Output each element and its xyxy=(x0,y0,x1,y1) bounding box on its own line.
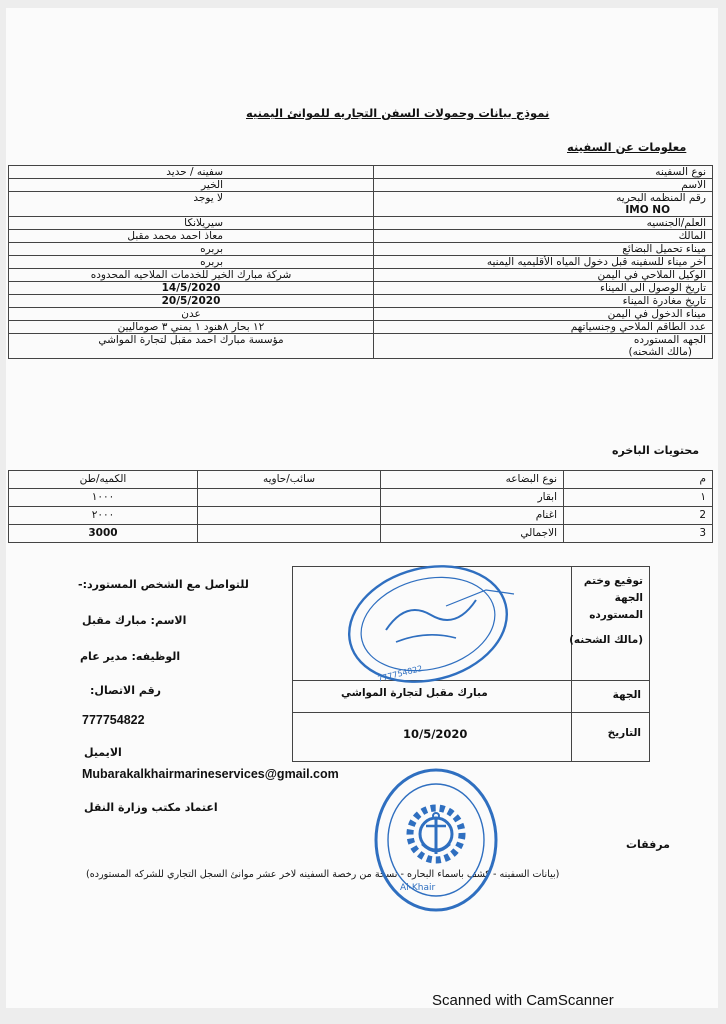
cell-type: الاجمالي xyxy=(381,525,564,543)
cell-n: ١ xyxy=(564,489,713,507)
entity-value: مبارك مقبل لتجارة المواشي xyxy=(341,687,488,699)
form-title: نموذج بيانات وحمولات السفن التجاريه للموانئ اليمنيه xyxy=(246,106,550,120)
table-row xyxy=(9,525,713,543)
row-label: نوع السفينه xyxy=(374,166,713,179)
table-row xyxy=(9,179,713,192)
contact-name: الاسم: مبارك مقبل xyxy=(82,614,187,627)
row-label-line2: (مالك الشحنه) xyxy=(628,346,692,358)
row-value: 20/5/2020 xyxy=(9,295,374,308)
table-row xyxy=(9,192,713,217)
table-row xyxy=(9,230,713,243)
row-label: تاريخ مغادرة الميناء xyxy=(374,295,713,308)
row-value: ١٢ بحار ٨هنود ١ يمني ٣ صوماليين xyxy=(9,321,374,334)
row-label: المالك xyxy=(374,230,713,243)
ministry-approval: اعتماد مكتب وزارة النقل xyxy=(84,801,218,814)
row-label: الوكيل الملاحي في اليمن xyxy=(374,269,713,282)
stamp-phone: 777754822 xyxy=(376,663,424,684)
date-value: 10/5/2020 xyxy=(403,727,468,741)
table-row xyxy=(9,217,713,230)
row-label xyxy=(374,192,713,217)
row-value: شركة مبارك الخير للخدمات الملاحيه المحدوده xyxy=(9,269,374,282)
section-ship-heading: معلومات عن السفينه xyxy=(567,140,687,154)
contact-email: Mubarakalkhairmarineservices@gmail.com xyxy=(82,767,339,781)
row-label: عدد الطاقم الملاحي وجنسياتهم xyxy=(374,321,713,334)
row-label xyxy=(374,334,713,359)
date-label: التاريخ xyxy=(607,727,641,739)
signature-label-line: (مالك الشحنه) xyxy=(569,634,643,646)
signature-label-line: المستورده xyxy=(589,609,643,621)
divider xyxy=(293,712,649,713)
shipping-company-stamp xyxy=(372,764,502,914)
signature-label-line: الجهة xyxy=(614,592,643,604)
row-label-line1: رقم المنظمه البحريه xyxy=(616,192,706,204)
table-row xyxy=(9,308,713,321)
col-header: نوع البضاعه xyxy=(381,471,564,489)
contact-heading: للتواصل مع الشخص المستورد:- xyxy=(78,578,249,591)
row-value: الخير xyxy=(9,179,374,192)
table-row xyxy=(9,321,713,334)
signature-label-line: توقيع وختم xyxy=(583,575,643,587)
camscanner-watermark: Scanned with CamScanner xyxy=(432,992,614,1009)
row-label-line1: الجهه المستورده xyxy=(633,334,706,346)
row-label: ميناء تحميل البضائع xyxy=(374,243,713,256)
cell-qty: ١٠٠٠ xyxy=(9,489,198,507)
contact-job: الوظيفه: مدير عام xyxy=(80,650,181,663)
row-value: بربره xyxy=(9,256,374,269)
attachments-text: (بيانات السفينه - كشف باسماء البحاره - نسخة من رخصة السفينه لاخر عشر موانئ السجل التجاري للشركه المستورده) xyxy=(86,869,560,880)
table-row xyxy=(9,489,713,507)
cell-n: 2 xyxy=(564,507,713,525)
cell-qty: ٢٠٠٠ xyxy=(9,507,198,525)
row-label: ميناء الدخول في اليمن xyxy=(374,308,713,321)
cell-type: ابقار xyxy=(381,489,564,507)
row-label: العلم/الجنسيه xyxy=(374,217,713,230)
cargo-table xyxy=(8,470,713,543)
table-row xyxy=(9,507,713,525)
cell-qty: 3000 xyxy=(9,525,198,543)
row-value: 14/5/2020 xyxy=(9,282,374,295)
table-row xyxy=(9,282,713,295)
row-value: سفينه / حديد xyxy=(9,166,374,179)
table-row xyxy=(9,166,713,179)
table-row xyxy=(9,243,713,256)
stamp-latin-text: Al-Khair xyxy=(400,883,436,893)
table-row xyxy=(9,256,713,269)
row-label: تاريخ الوصول الى الميناء xyxy=(374,282,713,295)
row-value: لا يوجد xyxy=(9,192,374,217)
attachments-heading: مرفقات xyxy=(626,838,670,851)
cell-bulk xyxy=(198,507,381,525)
contact-phone: 777754822 xyxy=(82,713,145,727)
row-label: آخر ميناء للسفينه قبل دخول المياه الأقليميه اليمنيه xyxy=(374,256,713,269)
row-label: الاسم xyxy=(374,179,713,192)
col-header: الكميه/طن xyxy=(9,471,198,489)
table-header-row xyxy=(9,471,713,489)
contact-email-label: الايميل xyxy=(84,746,122,759)
row-value: عدن xyxy=(9,308,374,321)
cell-bulk xyxy=(198,489,381,507)
cell-n: 3 xyxy=(564,525,713,543)
row-value: معاذ احمد محمد مقبل xyxy=(9,230,374,243)
ship-info-table xyxy=(8,165,713,359)
row-value: بربره xyxy=(9,243,374,256)
col-header: م xyxy=(564,471,713,489)
cell-bulk xyxy=(198,525,381,543)
table-row xyxy=(9,334,713,359)
contact-phone-label: رقم الاتصال: xyxy=(90,684,161,697)
row-value: مؤسسة مبارك احمد مقبل لتجارة المواشي xyxy=(9,334,374,359)
col-header: سائب/حاويه xyxy=(198,471,381,489)
company-stamp-oval xyxy=(336,560,526,690)
table-row xyxy=(9,295,713,308)
section-cargo-heading: محتويات الباخره xyxy=(612,444,700,457)
row-value: سيريلانكا xyxy=(9,217,374,230)
entity-label: الجهة xyxy=(612,689,641,701)
table-row xyxy=(9,269,713,282)
cell-type: اغنام xyxy=(381,507,564,525)
signature-label xyxy=(569,573,643,649)
row-label-line2: IMO NO xyxy=(625,204,670,216)
